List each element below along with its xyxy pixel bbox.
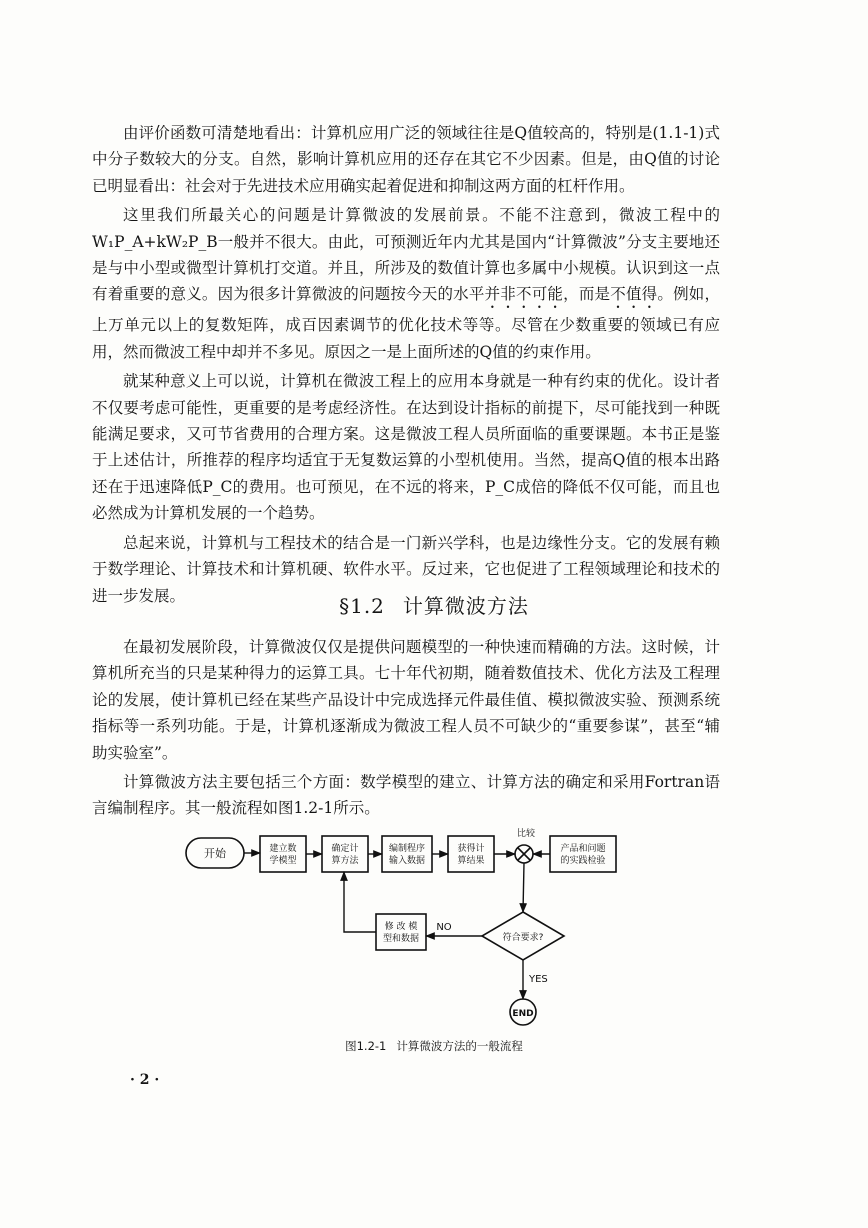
emphasized-text: 不值得 xyxy=(610,285,658,304)
yes-label: YES xyxy=(529,974,548,985)
modify-label: 修 改 模 xyxy=(384,922,418,932)
compare-label: 比较 xyxy=(516,829,536,839)
write-program-box xyxy=(382,836,432,872)
paragraph-development-prospect xyxy=(92,202,720,365)
paragraph-constrained-optimization: 就某种意义上可以说，计算机在微波工程上的应用本身就是一种有约束的优化。设计者不仅要考虑可能性，更重要的是考虑经济性。在达到设计指标的前提下，尽可能找到一种既能满足要求，又可节省费用的合理方案。这是微波工程人员所面临的重要课题。本书正是鉴于上述估计，所推荐的程序均适宜于无复数运算的小型机使用。当然，提高Q值的根本出路还在于迅速降低P_C的费用。也可预见，在不远的将来，P_C成倍的降低不仅可能，而且也必然成为计算机发展的一个趋势。 xyxy=(92,372,720,523)
flowchart-diagram xyxy=(176,824,626,1034)
modify-label: 型和数据 xyxy=(382,934,420,944)
write-program-label: 编制程序 xyxy=(388,844,426,854)
build-model-box xyxy=(260,836,306,872)
page-number: · 2 · xyxy=(130,1072,160,1088)
section-number: §1.2 xyxy=(339,594,385,618)
build-model-label: 学模型 xyxy=(269,856,297,866)
get-result-label: 获得计 xyxy=(457,844,485,854)
choose-method-label: 确定计 xyxy=(331,844,359,854)
get-result-label: 算结果 xyxy=(457,856,485,866)
compare-cross-icon xyxy=(518,848,531,861)
paragraph-text: ，而是 xyxy=(563,285,611,304)
figure-number: 图1.2-1 xyxy=(345,1039,387,1053)
paragraph-method-aspects: 计算微波方法主要包括三个方面：数学模型的建立、计算方法的确定和采用Fortran语言编制程序。其一般流程如图1.2-1所示。 xyxy=(92,773,720,818)
write-program-label: 输入数据 xyxy=(388,856,426,866)
paragraph-text: 这里我们所最关心的问题是计算微波的发展前景。不能不注意到，微波工程中的W₁P_A+kW₂P_B一般并不很大。由此，可预测近年内尤其是国内“计算微波”分支主要地还是与中小型或微型计算机打交道。并且，所涉及的数值计算也多属中小规模。认识到这一点有着重要的意义。因为很多计算微波的问题按今天的水平 xyxy=(92,206,720,304)
figure-caption-text: 计算微波方法的一般流程 xyxy=(396,1039,523,1053)
experiment-label: 产品和问题 xyxy=(560,844,606,854)
emphasized-text: 并非不可能 xyxy=(484,285,564,304)
paragraph-summary: 总起来说，计算机与工程技术的结合是一门新兴学科，也是边缘性分支。它的发展有赖于数学理论、计算技术和计算机硬、软件水平。反过来，它也促进了工程领域理论和技术的进一步发展。 xyxy=(92,533,720,605)
paragraph-text: 。例如，上万单元以上的复数矩阵，成百因素调节的优化技术等等。尽管在少数重要的领域已有应用，然而微波工程中却并不多见。原因之一是上面所述的Q值的约束作用。 xyxy=(92,285,720,361)
start-label: 开始 xyxy=(204,847,226,860)
decision-label: 符合要求? xyxy=(502,933,544,943)
end-label: END xyxy=(512,1009,534,1019)
no-label: NO xyxy=(436,922,452,933)
section-title: 计算微波方法 xyxy=(402,594,529,618)
section-text-block xyxy=(92,634,720,822)
paragraph-early-development: 在最初发展阶段，计算微波仅仅是提供问题模型的一种快速而精确的方法。这时候，计算机所充当的只是某种得力的运算工具。七十年代初期，随着数值技术、优化方法及工程理论的发展，使计算机已经在某些产品设计中完成选择元件最佳值、模拟微波实验、预测系统指标等一系列功能。于是，计算机逐渐成为微波工程人员不可缺少的“重要参谋”，甚至“辅助实验室”。 xyxy=(92,638,720,762)
choose-method-label: 算方法 xyxy=(331,856,359,866)
experiment-label: 的实践检验 xyxy=(560,856,606,866)
build-model-label: 建立数 xyxy=(269,844,297,854)
section-heading xyxy=(0,590,868,619)
experiment-box xyxy=(550,836,616,872)
modify-box xyxy=(376,914,426,950)
get-result-box xyxy=(448,836,494,872)
paragraph-evaluation-function: 由评价函数可清楚地看出：计算机应用广泛的领域往往是Q值较高的，特别是(1.1-1)式中分子数较大的分支。自然，影响计算机应用的还存在其它不少因素。但是，由Q值的讨论已明显看出：社会对于先进技术应用确实起着促进和抑制这两方面的杠杆作用。 xyxy=(92,124,720,195)
choose-method-box xyxy=(322,836,368,872)
intro-text-block xyxy=(92,120,720,609)
figure-caption xyxy=(0,1038,868,1054)
